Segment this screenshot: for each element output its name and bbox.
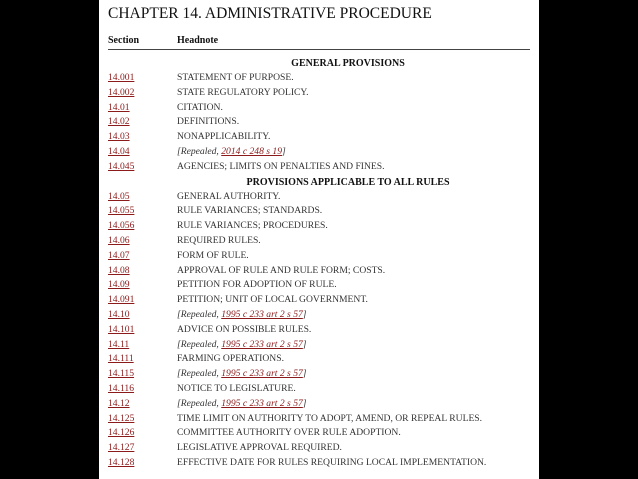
- table-row: [99, 293, 539, 308]
- section-link[interactable]: 14.125: [108, 412, 135, 424]
- repealed-suffix: ]: [302, 368, 307, 380]
- section-link[interactable]: 14.127: [108, 442, 135, 454]
- table-row: [99, 412, 539, 427]
- repealed-prefix: [Repealed,: [177, 368, 222, 380]
- chapter-title: CHAPTER 14. ADMINISTRATIVE PROCEDURE: [108, 5, 432, 22]
- session-law-link[interactable]: 1995 c 233 art 2 s 57: [221, 338, 303, 350]
- session-law-link[interactable]: 1995 c 233 art 2 s 57: [221, 368, 303, 380]
- table-row: [99, 264, 539, 279]
- table-row: [99, 190, 539, 205]
- table-row: [99, 86, 539, 101]
- headnote-text: REQUIRED RULES.: [177, 234, 261, 246]
- section-link[interactable]: 14.115: [108, 368, 135, 380]
- section-link[interactable]: 14.045: [108, 160, 135, 172]
- section-link[interactable]: 14.10: [108, 308, 130, 320]
- session-law-link[interactable]: 1995 c 233 art 2 s 57: [221, 397, 303, 409]
- table-row: [99, 397, 539, 412]
- headnote-text: RULE VARIANCES; PROCEDURES.: [177, 220, 328, 232]
- table-row: [99, 382, 539, 397]
- section-table: [99, 56, 539, 471]
- table-row: [99, 101, 539, 116]
- headnote-text: STATEMENT OF PURPOSE.: [177, 72, 294, 83]
- section-link[interactable]: 14.08: [108, 264, 130, 276]
- header-divider: [108, 49, 530, 50]
- repealed-suffix: ]: [302, 308, 307, 320]
- repealed-note: [177, 397, 307, 412]
- group-heading: GENERAL PROVISIONS: [291, 58, 405, 69]
- section-link[interactable]: 14.128: [108, 456, 135, 468]
- repealed-prefix: [Repealed,: [177, 308, 222, 320]
- section-link[interactable]: 14.056: [108, 220, 135, 232]
- table-row: [99, 456, 539, 471]
- section-link[interactable]: 14.01: [108, 101, 130, 113]
- headnote-text: GENERAL AUTHORITY.: [177, 190, 281, 202]
- session-law-link[interactable]: 2014 c 248 s 19: [221, 145, 282, 157]
- repealed-suffix: ]: [282, 145, 286, 157]
- repealed-prefix: [Repealed,: [177, 145, 222, 157]
- repealed-prefix: [Repealed,: [177, 397, 222, 409]
- repealed-note: [177, 308, 307, 323]
- document-page: [99, 0, 539, 479]
- headnote-text: FARMING OPERATIONS.: [177, 353, 284, 365]
- repealed-suffix: ]: [302, 338, 307, 350]
- headnote-text: NONAPPLICABILITY.: [177, 131, 271, 143]
- section-link[interactable]: 14.07: [108, 249, 130, 261]
- table-row: [99, 115, 539, 130]
- session-law-link[interactable]: 1995 c 233 art 2 s 57: [221, 308, 303, 320]
- repealed-note: [177, 145, 286, 160]
- table-row: [99, 367, 539, 382]
- section-column-header: Section: [108, 35, 140, 46]
- headnote-text: LEGISLATIVE APPROVAL REQUIRED.: [177, 442, 342, 454]
- headnote-text: NOTICE TO LEGISLATURE.: [177, 382, 296, 394]
- table-row: [99, 338, 539, 353]
- headnote-text: RULE VARIANCES; STANDARDS.: [177, 205, 323, 217]
- table-row: [99, 352, 539, 367]
- headnote-text: STATE REGULATORY POLICY.: [177, 86, 309, 98]
- section-link[interactable]: 14.002: [108, 86, 135, 98]
- headnote-text: FORM OF RULE.: [177, 249, 249, 261]
- section-link[interactable]: 14.001: [108, 72, 135, 83]
- table-row: [99, 278, 539, 293]
- headnote-text: PETITION FOR ADOPTION OF RULE.: [177, 279, 337, 291]
- table-row: [99, 234, 539, 249]
- repealed-prefix: [Repealed,: [177, 338, 222, 350]
- headnote-text: COMMITTEE AUTHORITY OVER RULE ADOPTION.: [177, 427, 401, 439]
- repealed-note: [177, 338, 307, 353]
- table-row: [99, 204, 539, 219]
- section-link[interactable]: 14.111: [108, 353, 134, 365]
- headnote-text: APPROVAL OF RULE AND RULE FORM; COSTS.: [177, 264, 386, 276]
- headnote-text: TIME LIMIT ON AUTHORITY TO ADOPT, AMEND, OR REPEAL RULES.: [177, 412, 483, 424]
- table-row: [99, 130, 539, 145]
- table-row: [99, 308, 539, 323]
- headnote-text: ADVICE ON POSSIBLE RULES.: [177, 323, 312, 335]
- section-link[interactable]: 14.11: [108, 338, 130, 350]
- section-link[interactable]: 14.091: [108, 294, 135, 306]
- section-link[interactable]: 14.116: [108, 382, 135, 394]
- section-link[interactable]: 14.126: [108, 427, 135, 439]
- section-link[interactable]: 14.101: [108, 323, 135, 335]
- headnote-text: AGENCIES; LIMITS ON PENALTIES AND FINES.: [177, 160, 385, 172]
- section-link[interactable]: 14.06: [108, 234, 130, 246]
- headnote-column-header: Headnote: [177, 35, 219, 46]
- headnote-text: CITATION.: [177, 101, 223, 113]
- table-row: [99, 160, 539, 175]
- table-row: [99, 426, 539, 441]
- table-row: [99, 145, 539, 160]
- table-row: [99, 323, 539, 338]
- section-link[interactable]: 14.03: [108, 131, 130, 143]
- headnote-text: DEFINITIONS.: [177, 116, 240, 128]
- headnote-text: EFFECTIVE DATE FOR RULES REQUIRING LOCAL IMPLEMENTATION.: [177, 456, 487, 468]
- section-link[interactable]: 14.02: [108, 116, 130, 128]
- section-link[interactable]: 14.12: [108, 397, 130, 409]
- section-link[interactable]: 14.04: [108, 145, 130, 157]
- table-row: [99, 219, 539, 234]
- repealed-note: [177, 367, 307, 382]
- table-row: [99, 249, 539, 264]
- table-row: [99, 441, 539, 456]
- repealed-suffix: ]: [302, 397, 307, 409]
- group-heading: PROVISIONS APPLICABLE TO ALL RULES: [246, 176, 450, 188]
- section-link[interactable]: 14.05: [108, 190, 130, 202]
- section-link[interactable]: 14.09: [108, 279, 130, 291]
- headnote-text: PETITION; UNIT OF LOCAL GOVERNMENT.: [177, 294, 368, 306]
- table-row: [99, 71, 539, 86]
- section-link[interactable]: 14.055: [108, 205, 135, 217]
